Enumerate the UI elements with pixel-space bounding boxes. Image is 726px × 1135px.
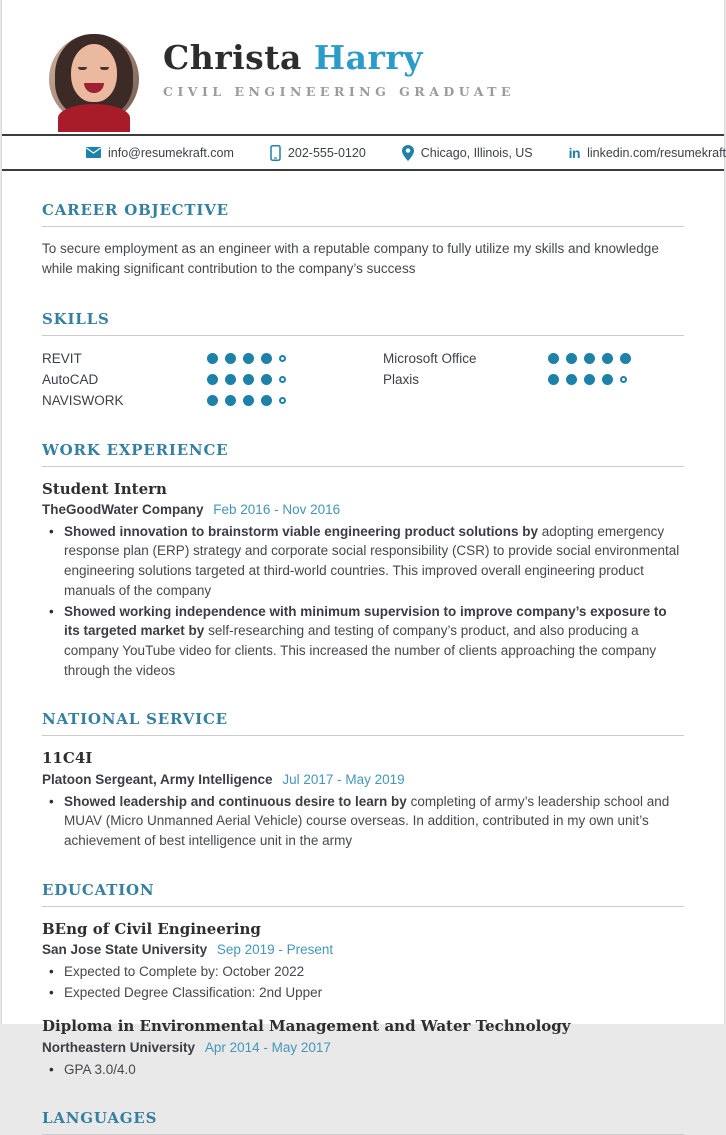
rating-dot-filled: [548, 374, 559, 385]
service-role: Platoon Sergeant, Army Intelligence: [42, 771, 273, 787]
rating-dot-filled: [261, 353, 272, 364]
rating-dot-filled: [261, 395, 272, 406]
location-pin-icon: [402, 145, 414, 161]
rating-dot-filled: [602, 374, 613, 385]
job-bullets: [42, 522, 684, 681]
bullet-item: [42, 792, 684, 851]
service-role-line: [42, 772, 684, 787]
skill-row: [383, 369, 684, 390]
school-line: [42, 942, 684, 957]
company-name: TheGoodWater Company: [42, 501, 204, 517]
skill-name: Plaxis: [383, 371, 420, 387]
skill-rating-dots: [207, 395, 286, 406]
header: [2, 0, 724, 124]
skill-rating-dots: [207, 374, 286, 385]
skill-rating-dots: [207, 353, 286, 364]
linkedin-icon: in: [568, 144, 581, 161]
education-entry: [42, 1016, 684, 1079]
profile-photo: [49, 34, 139, 124]
skill-row: [42, 348, 343, 369]
bullet-bold-text: Showed working independence with minimum supervision to improve company’s exposure to its targeted market by: [64, 603, 667, 639]
bullet-item: [42, 522, 684, 601]
section-career-objective: [42, 201, 684, 280]
rating-dot-filled: [620, 353, 631, 364]
linkedin-text: linkedin.com/resumekraft: [587, 145, 726, 160]
skill-row: [42, 390, 343, 411]
school-name: San Jose State University: [42, 941, 208, 957]
resume-page: [1, 0, 726, 1128]
skill-name: NAVISWORK: [42, 392, 124, 408]
skill-name: AutoCAD: [42, 371, 99, 387]
bullet-rest-text: self-researching and testing of company’s product, and also producing a company YouTube video for clients. This increased the number of clients approaching the company through the videos: [64, 623, 657, 678]
rating-dot-filled: [548, 353, 559, 364]
section-work-experience: [42, 441, 684, 681]
section-title: CAREER OBJECTIVE: [42, 201, 684, 227]
service-dates: Jul 2017 - May 2019: [282, 771, 405, 787]
rating-dot-filled: [243, 374, 254, 385]
section-skills: [42, 310, 684, 411]
bullet-rest-text: adopting emergency response plan (ERP) strategy and corporate social responsibility (CSR) to provide social environmental engineering solutions targeted at third-world countries. This improved overall engineering product manuals of the company: [64, 523, 680, 598]
education-dates: Apr 2014 - May 2017: [204, 1039, 331, 1055]
school-name: Northeastern University: [42, 1039, 196, 1055]
job-entry: [42, 479, 684, 681]
resume-body: [2, 201, 724, 1135]
name-block: [163, 40, 515, 99]
section-title: WORK EXPERIENCE: [42, 441, 684, 467]
rating-dot-filled: [566, 374, 577, 385]
bullet-rest-text: completing of army’s leadership school and MUAV (Micro Unmanned Aerial Vehicle) course overseas. In addition, contributed in my own unit’s achievement of best intelligence unit in the army: [64, 793, 670, 849]
phone-text: 202-555-0120: [287, 145, 366, 160]
rating-dot-empty: [620, 376, 627, 383]
bullet-bold-text: Showed leadership and continuous desire to learn by: [64, 793, 407, 809]
rating-dot-filled: [584, 374, 595, 385]
job-dates: Feb 2016 - Nov 2016: [213, 501, 341, 517]
rating-dot-filled: [207, 353, 218, 364]
section-title: SKILLS: [42, 310, 684, 336]
rating-dot-filled: [261, 374, 272, 385]
rating-dot-filled: [207, 395, 218, 406]
email-icon: [86, 147, 101, 158]
rating-dot-filled: [602, 353, 613, 364]
rating-dot-filled: [243, 395, 254, 406]
education-entry: [42, 919, 684, 1003]
education-dates: Sep 2019 - Present: [216, 941, 334, 957]
last-name: Harry: [313, 38, 423, 77]
section-title: NATIONAL SERVICE: [42, 710, 684, 736]
bullet-item: • GPA 3.0/4.0: [42, 1060, 684, 1080]
job-subtitle: CIVIL ENGINEERING GRADUATE: [163, 84, 516, 100]
rating-dot-filled: [225, 374, 236, 385]
skill-name: Microsoft Office: [383, 350, 477, 366]
section-title: EDUCATION: [42, 881, 684, 907]
contact-bar: [2, 134, 724, 171]
contact-linkedin[interactable]: [569, 146, 726, 160]
phone-icon: [270, 145, 281, 161]
bullet-item: • Expected Degree Classification: 2nd Upper: [42, 983, 684, 1003]
rating-dot-empty: [279, 376, 286, 383]
service-bullets: [42, 792, 684, 851]
career-objective-text: To secure employment as an engineer with a reputable company to fully utilize my skills and knowledge while making significant contribution to the company’s success: [42, 241, 659, 277]
skills-column-left: [42, 348, 343, 411]
contact-email[interactable]: [86, 146, 234, 160]
skill-rating-dots: [548, 353, 631, 364]
skill-name: REVIT: [42, 350, 82, 366]
rating-dot-filled: [566, 353, 577, 364]
person-name: [163, 40, 515, 76]
job-company-line: [42, 502, 684, 517]
skills-column-right: [383, 348, 684, 411]
section-education: [42, 881, 684, 1080]
skill-row: [42, 369, 343, 390]
location-text: Chicago, Illinois, US: [420, 145, 533, 160]
section-title: LANGUAGES: [42, 1109, 684, 1135]
contact-location[interactable]: [402, 145, 533, 161]
rating-dot-filled: [584, 353, 595, 364]
rating-dot-empty: [279, 355, 286, 362]
education-bullets: [42, 1060, 684, 1080]
job-role: Student Intern: [42, 479, 167, 498]
rating-dot-empty: [279, 397, 286, 404]
skill-rating-dots: [548, 374, 627, 385]
bullet-item: [42, 602, 684, 681]
degree-name: BEng of Civil Engineering: [42, 919, 261, 938]
bullet-item: • Expected to Complete by: October 2022: [42, 962, 684, 982]
rating-dot-filled: [225, 395, 236, 406]
rating-dot-filled: [225, 353, 236, 364]
first-name: Christa: [163, 38, 302, 77]
school-line: [42, 1040, 684, 1055]
rating-dot-filled: [243, 353, 254, 364]
skill-row: [383, 348, 684, 369]
rating-dot-filled: [207, 374, 218, 385]
service-unit: 11C4I: [42, 749, 93, 768]
bullet-bold-text: Showed innovation to brainstorm viable engineering product solutions by: [64, 523, 539, 539]
service-entry: [42, 748, 684, 850]
section-languages: [42, 1109, 684, 1135]
contact-phone[interactable]: [270, 145, 366, 161]
email-text: info@resumekraft.com: [108, 145, 234, 160]
skills-grid: [42, 348, 684, 411]
degree-name: Diploma in Environmental Management and Water Technology: [42, 1017, 571, 1036]
education-bullets: [42, 962, 684, 1002]
photo-shirt: [58, 104, 130, 132]
photo-face: [71, 44, 117, 102]
section-national-service: [42, 710, 684, 850]
